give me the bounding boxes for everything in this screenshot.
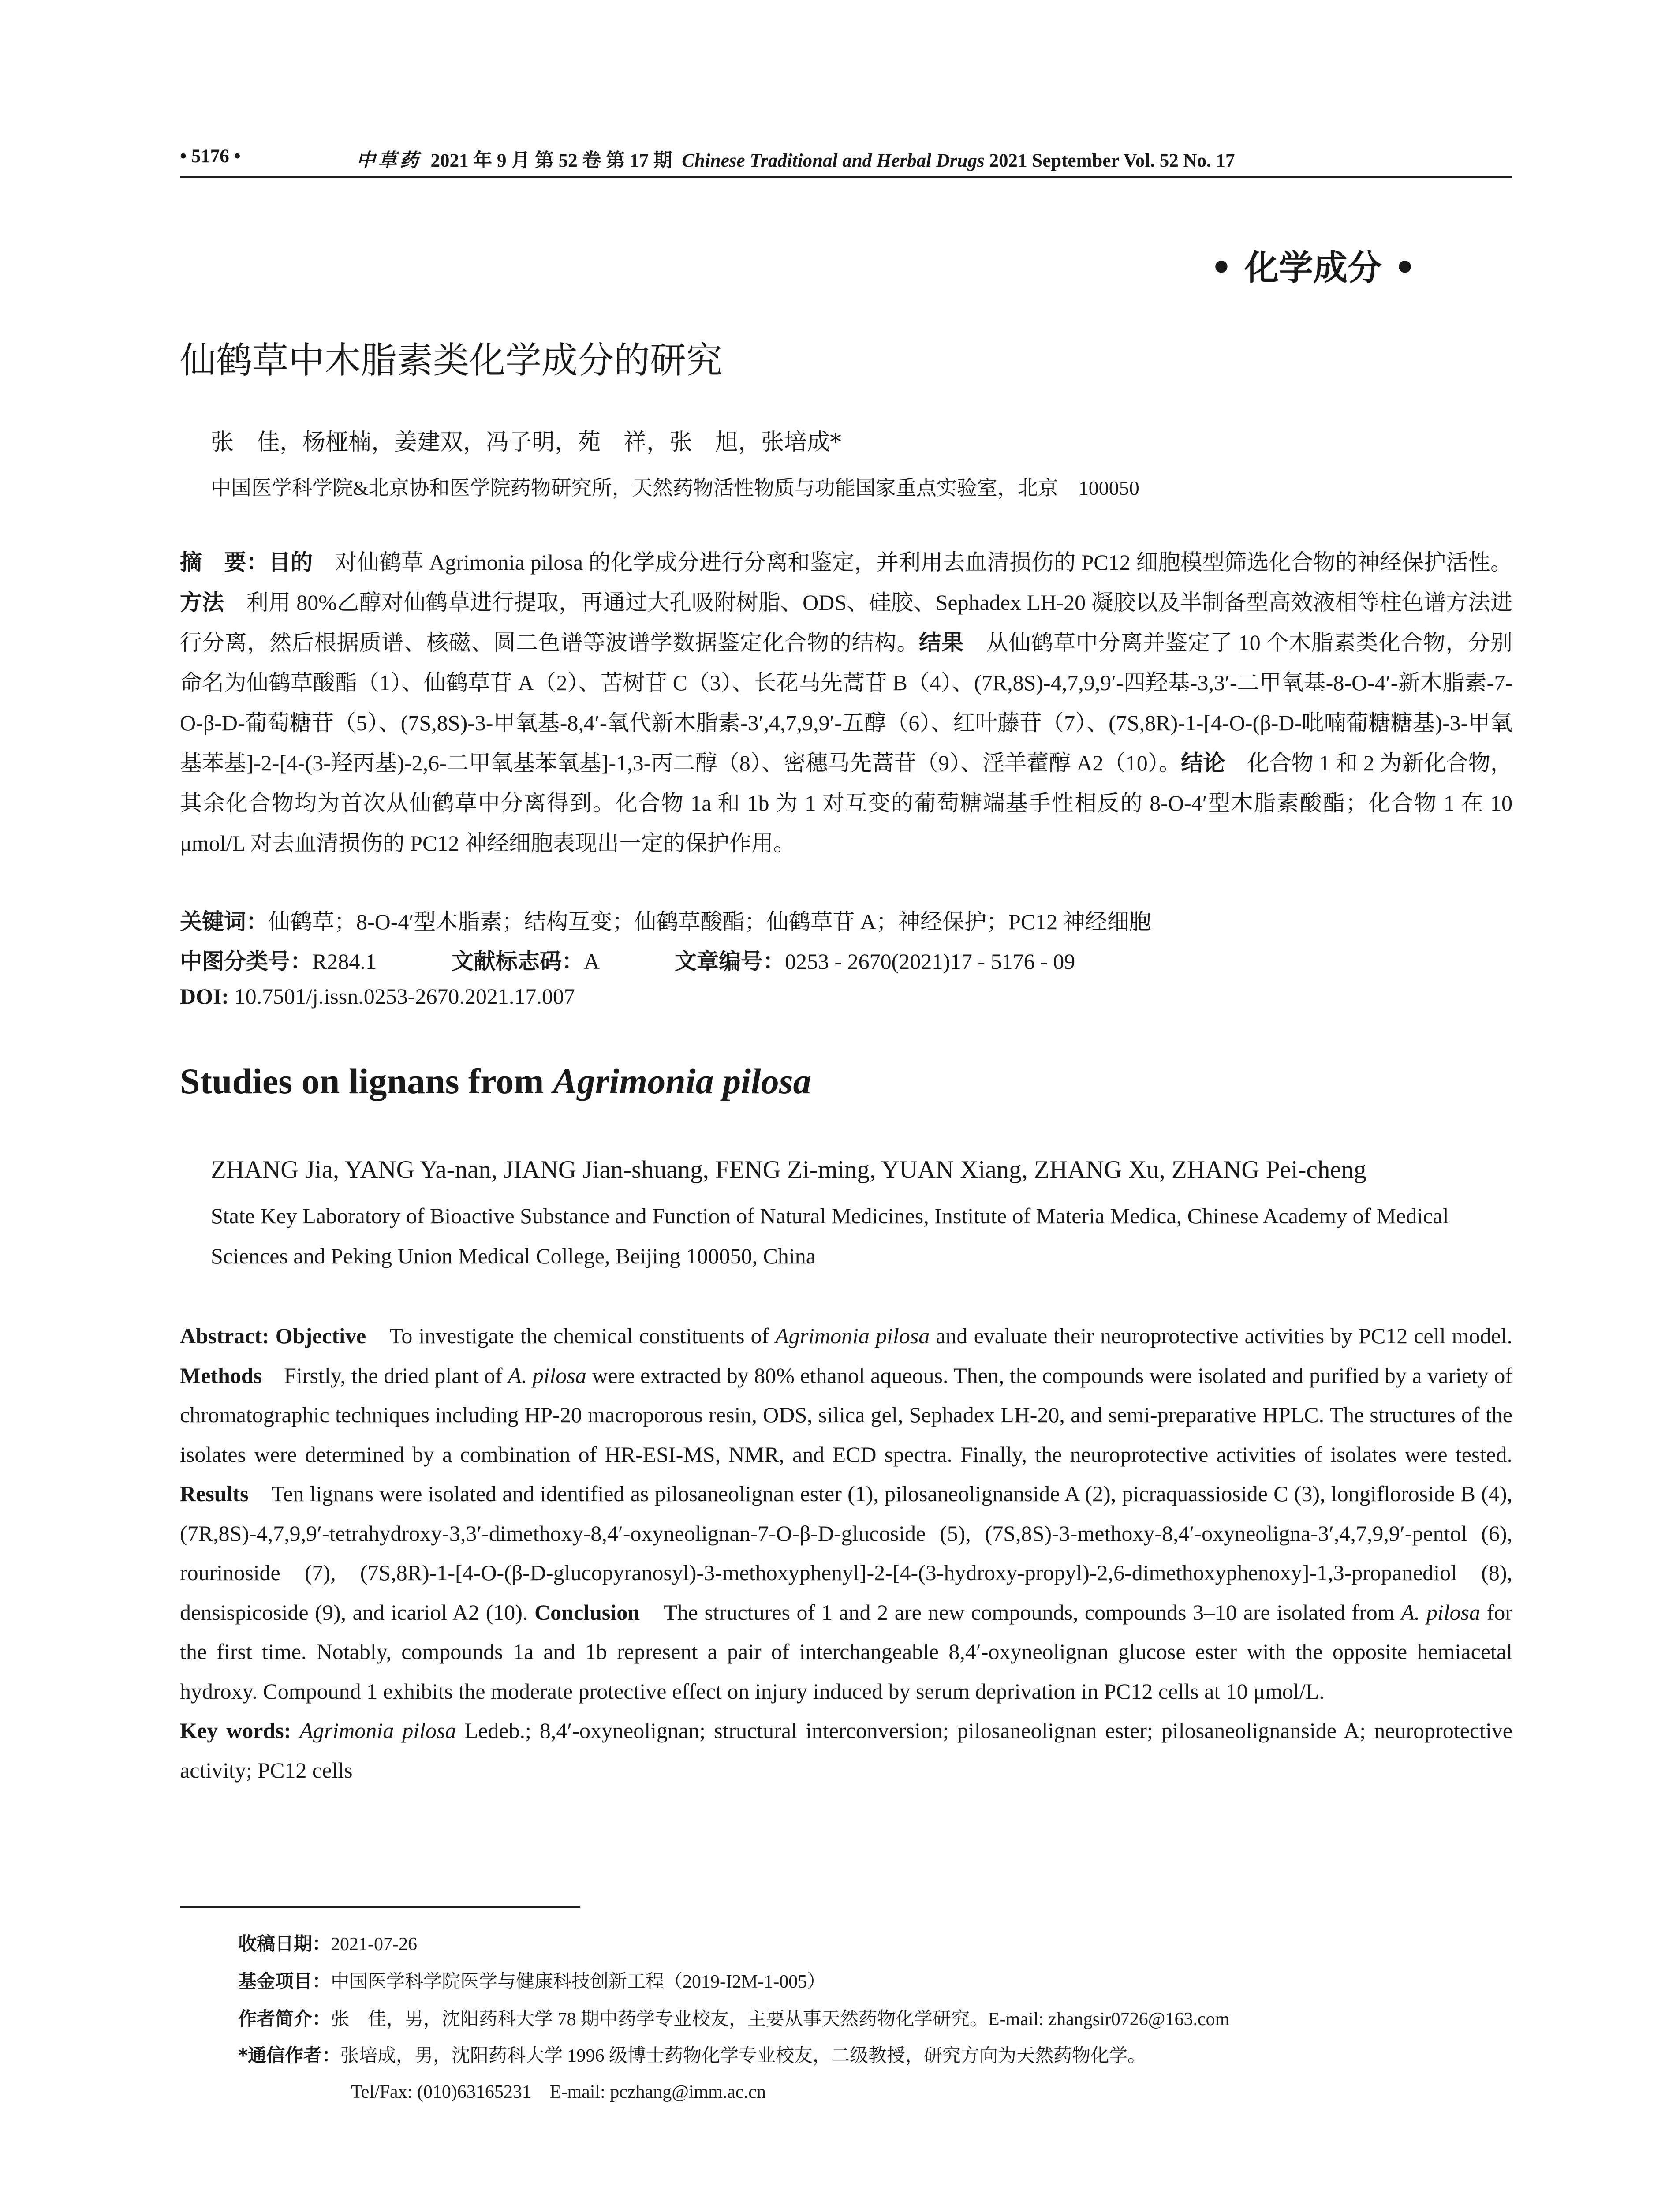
- title-en-species: Agrimonia pilosa: [553, 1061, 811, 1101]
- abstract-en-objective-b: and evaluate their neuroprotective activities by PC12 cell model.: [930, 1323, 1512, 1348]
- section-tag: • 化学成分 •: [1210, 248, 1416, 288]
- keywords-en-text: Ledeb.; 8,4′-oxyneolignan; structural interconversion; pilosaneolignan ester; pilosaneolignanside A; neuroprotective activity; PC12 cells: [180, 1718, 1512, 1783]
- footnote-received: [238, 1929, 417, 1956]
- article-no-value: 0253 - 2670(2021)17 - 5176 - 09: [784, 949, 1075, 974]
- abstract-en-conclusion-species: A. pilosa: [1401, 1600, 1481, 1625]
- classification-line: [180, 944, 1075, 975]
- journal-citation: [356, 146, 1235, 172]
- abstract-en-methods-species: A. pilosa: [508, 1363, 586, 1388]
- abstract-cn-objective: 对仙鹤草 Agrimonia pilosa 的化学成分进行分离和鉴定，并利用去血清损伤的 PC12 细胞模型筛选化合物的神经保护活性。: [313, 550, 1513, 575]
- title-cn: 仙鹤草中木脂素类化学成分的研究: [180, 340, 723, 381]
- bio-text: 张 佳，男，沈阳药科大学 78 期中药学专业校友，主要从事天然药物化学研究。E-mail: zhangsir0726@163.com: [331, 2009, 1230, 2029]
- keywords-en-species: Agrimonia pilosa: [299, 1718, 456, 1743]
- doc-code-value: A: [583, 949, 600, 974]
- keywords-cn: [180, 904, 1151, 936]
- abstract-en-methods-a: Firstly, the dried plant of: [262, 1363, 508, 1388]
- abstract-en-conclusion-label: Conclusion: [534, 1600, 640, 1625]
- journal-logo: 中草药: [356, 149, 421, 172]
- abstract-cn-label: 摘 要：: [180, 549, 269, 575]
- abstract-cn-conclusion-label: 结论: [1181, 750, 1225, 776]
- abstract-en: [180, 1316, 1512, 1790]
- page-number: • 5176 •: [180, 146, 241, 167]
- received-date: 2021-07-26: [331, 1934, 417, 1955]
- fund-text: 中国医学科学院医学与健康科技创新工程（2019-I2M-1-005）: [331, 1972, 826, 1992]
- abstract-en-results-label: Results: [180, 1481, 249, 1506]
- abstract-en-conclusion-b: for the first time. Notably, compounds 1a and 1b represent a pair of interchangeable 8,4′-oxyneolignan glucose ester with the opposite hemiacetal hydroxy. Compound 1 exhibits the moderate protective effect on injury induced by serum deprivation in PC12 cells at 10 μmol/L.: [180, 1600, 1512, 1704]
- abstract-en-conclusion-a: The structures of 1 and 2 are new compounds, compounds 3–10 are isolated from: [640, 1600, 1401, 1625]
- keywords-cn-label: 关键词：: [180, 909, 268, 934]
- doc-code-label: 文献标志码：: [451, 949, 584, 974]
- keywords-en-label: Key words:: [180, 1718, 291, 1743]
- header-rule: [180, 176, 1512, 178]
- footnote-contact: Tel/Fax: (010)63165231 E-mail: pczhang@imm.ac.cn: [351, 2082, 766, 2102]
- doi-line: [180, 983, 575, 1009]
- abstract-en-objective-species: Agrimonia pilosa: [775, 1323, 930, 1348]
- clc-value: R284.1: [312, 949, 377, 974]
- abstract-cn: [180, 542, 1512, 863]
- running-header: [180, 146, 1503, 176]
- abstract-cn-methods: 利用 80%乙醇对仙鹤草进行提取，再通过大孔吸附树脂、ODS、硅胶、Sephadex LH-20 凝胶以及半制备型高效液相等柱色谱方法进行分离，然后根据质谱、核磁、圆二色谱等波谱学数据鉴定化合物的结构。: [180, 590, 1513, 655]
- corr-text: 张培成，男，沈阳药科大学 1996 级博士药物化学专业校友，二级教授，研究方向为天然药物化学。: [340, 2046, 1146, 2066]
- title-en-plain: Studies on lignans from: [180, 1061, 553, 1101]
- journal-issue-en: 2021 September Vol. 52 No. 17: [989, 150, 1235, 171]
- keywords-cn-text: 仙鹤草；8-O-4′型木脂素；结构互变；仙鹤草酸酯；仙鹤草苷 A；神经保护；PC12 神经细胞: [268, 909, 1151, 934]
- doi-value: 10.7501/j.issn.0253-2670.2021.17.007: [234, 984, 575, 1009]
- footnote-rule: [180, 1906, 580, 1908]
- abstract-en-objective-a: To investigate the chemical constituents of: [366, 1323, 776, 1348]
- authors-en: ZHANG Jia, YANG Ya-nan, JIANG Jian-shuang, FENG Zi-ming, YUAN Xiang, ZHANG Xu, ZHANG Pei-cheng: [211, 1156, 1366, 1184]
- clc-label: 中图分类号：: [180, 949, 312, 974]
- abstract-cn-results: 从仙鹤草中分离并鉴定了 10 个木脂素类化合物，分别命名为仙鹤草酸酯（1）、仙鹤草苷 A（2）、苦树苷 C（3）、长花马先蒿苷 B（4）、(7R,8S)-4,7,9,9′-四羟基-3,3′-二甲氧基-8-O-4′-新木脂素-7-O-β-D-葡萄糖苷（5）、(7S,8S)-3-甲氧基-8,4′-氧代新木脂素-3′,4,7,9,9′-五醇（6）、红叶藤苷（7）、(7S,8R)-1-[4-O-(β-D-吡喃葡糖糖基)-3-甲氧基苯基]-2-[4-(3-羟丙基)-2,6-二甲氧基苯氧基]-1,3-丙二醇（8）、密穗马先蒿苷（9）、淫羊藿醇 A2（10）。: [180, 630, 1513, 775]
- corr-label: *通信作者：: [238, 2044, 340, 2066]
- abstract-en-objective-label: Objective: [275, 1323, 366, 1348]
- fund-label: 基金项目：: [238, 1970, 331, 1992]
- footnote-corresponding: [238, 2041, 1146, 2067]
- abstract-cn-results-label: 结果: [919, 630, 964, 655]
- bio-label: 作者简介：: [238, 2008, 331, 2029]
- doi-label: DOI:: [180, 984, 229, 1009]
- footnote-author-bio: [238, 2004, 1229, 2031]
- affiliation-en: State Key Laboratory of Bioactive Substance and Function of Natural Medicines, Institute of Materia Medica, Chinese Academy of Medical Sciences and Peking Union Medical College, Beijing 100050, China: [211, 1203, 1449, 1268]
- journal-issue-cn: 2021 年 9 月 第 52 卷 第 17 期: [430, 150, 672, 171]
- article-no-label: 文章编号：: [674, 949, 785, 974]
- abstract-en-methods-b: were extracted by 80% ethanol aqueous. Then, the compounds were isolated and purified by a variety of chromatographic techniques including HP-20 macroporous resin, ODS, silica gel, Sephadex LH-20, and semi-preparative HPLC. The structures of the isolates were determined by a combination of HR-ESI-MS, NMR, and ECD spectra. Finally, the neuroprotective activities of isolates were tested.: [180, 1363, 1512, 1467]
- title-en: [180, 1061, 811, 1102]
- journal-name-en: Chinese Traditional and Herbal Drugs: [682, 150, 985, 171]
- abstract-cn-methods-label: 方法: [180, 590, 224, 615]
- abstract-en-results: Ten lignans were isolated and identified as pilosaneolignan ester (1), pilosaneolignanside A (2), picraquassioside C (3), longifloroside B (4), (7R,8S)-4,7,9,9′-tetrahydroxy-3,3′-dimethoxy-8,4′-oxyneolignan-7-O-β-D-glucoside (5), (7S,8S)-3-methoxy-8,4′-oxyneoligna-3′,4,7,9,9′-pentol (6), rourinoside (7), (7S,8R)-1-[4-O-(β-D-glucopyranosyl)-3-methoxyphenyl]-2-[4-(3-hydroxy-propyl)-2,6-dimethoxyphenoxy]-1,3-propanediol (8), densispicoside (9), and icariol A2 (10).: [180, 1481, 1512, 1625]
- abstract-cn-conclusion: 化合物 1 和 2 为新化合物，其余化合物均为首次从仙鹤草中分离得到。化合物 1a 和 1b 为 1 对互变的葡萄糖端基手性相反的 8-O-4′型木脂素酸酯；化合物 1 在 10 μmol/L 对去血清损伤的 PC12 神经细胞表现出一定的保护作用。: [180, 751, 1513, 856]
- abstract-en-label: Abstract:: [180, 1323, 269, 1348]
- affiliation-cn: 中国医学科学院&北京协和医学院药物研究所，天然药物活性物质与功能国家重点实验室，北京 100050: [211, 477, 1139, 499]
- abstract-cn-objective-label: 目的: [268, 549, 313, 575]
- received-label: 收稿日期：: [238, 1933, 331, 1955]
- abstract-en-methods-label: Methods: [180, 1363, 262, 1388]
- footnote-fund: [238, 1967, 825, 1993]
- authors-cn: 张 佳，杨桠楠，姜建双，冯子明，苑 祥，张 旭，张培成*: [211, 429, 842, 456]
